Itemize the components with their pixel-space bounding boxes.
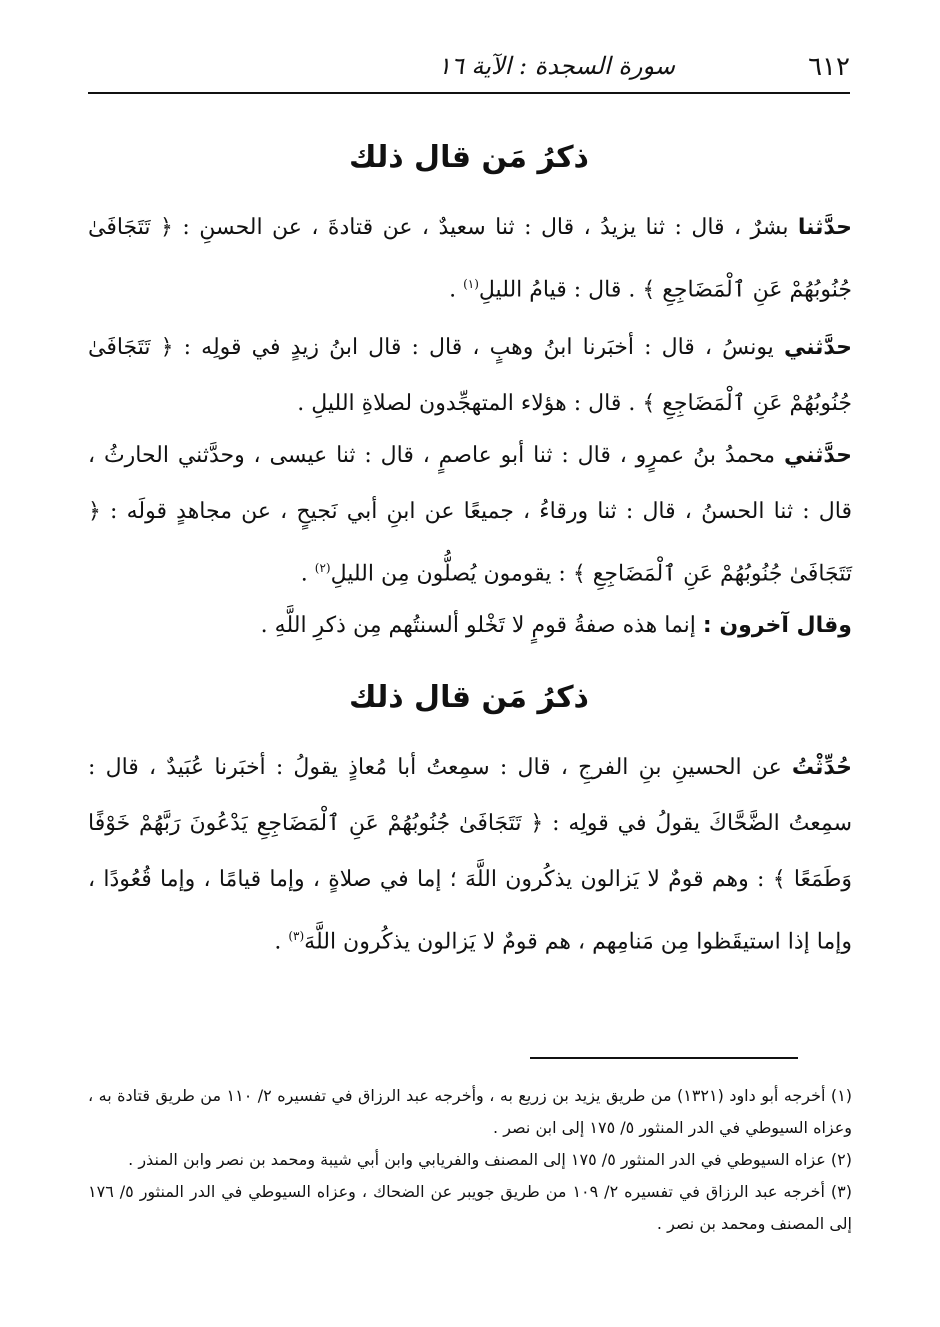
narration-text: محمدُ بنُ عمرٍو ، قال : ثنا أبو عاصمٍ ، قال : ثنا عيسى ، وحدَّثني الحارثُ ، قال : ثنا الحسنُ ، قال : ثنا ورقاءُ ، جميعًا عن ابنِ أبي نَجيحٍ ، عن مجاهدٍ قولَه : ﴿ تَتَجَافَىٰ جُنُوبُهُمْ عَنِ ٱلْمَضَاجِعِ ﴾ : يقومون يُصلُّون مِن الليلِ — [88, 443, 852, 587]
narration-text: إنما هذه صفةُ قومٍ لا تَخْلو ألسنتُهم مِن ذكرِ اللَّهِ . — [260, 613, 696, 638]
narration-text: يونسُ ، قال : أخبَرنا ابنُ وهبٍ ، قال : قال ابنُ زيدٍ في قولِه : ﴿ تَتَجَافَىٰ جُنُوبُهُمْ عَنِ ٱلْمَضَاجِعِ ﴾ . قال : هؤلاء المتهجِّدون لصلاةِ الليلِ . — [88, 335, 852, 416]
narration-lead: حُدِّثْتُ — [791, 755, 852, 780]
page-header — [88, 44, 850, 88]
hadith-paragraph — [88, 598, 852, 654]
narration-lead: حدَّثنا — [797, 215, 852, 240]
footnote-marker: (٣) — [288, 929, 305, 943]
page-number: ٦١٢ — [808, 52, 850, 82]
narration-tail: . — [274, 929, 282, 955]
narration-lead: وقال آخرون : — [702, 613, 852, 638]
header-divider — [88, 92, 850, 94]
footnote-3: (٣) أخرجه عبد الرزاق في تفسيره ٢/ ١٠٩ من طريق جويبر عن الضحاك ، وعزاه السيوطي في الدر المنثور ٥/ ١٧٦ إلى المصنف ومحمد بن نصر . — [88, 1182, 852, 1233]
running-title: سورة السجدة : الآية ١٦ — [438, 52, 676, 80]
hadith-paragraph — [88, 200, 852, 318]
footnote-marker: (٢) — [314, 561, 331, 575]
narration-text: عن الحسينِ بنِ الفرجِ ، قال : سمِعتُ أبا مُعاذٍ يقولُ : أخبَرنا عُبَيدٌ ، قال : سمِعتُ الضَّحَّاكَ يقولُ في قولِه : ﴿ تَتَجَافَىٰ جُنُوبُهُمْ عَنِ ٱلْمَضَاجِعِ يَدْعُونَ رَبَّهُمْ خَوْفًا وَطَمَعًا ﴾ : وهم قومٌ لا يَزالون يذكُرون اللَّهَ ؛ إما في صلاةٍ ، وإما قيامًا ، وإما قُعُودًا ، وإما إذا استيقَظوا مِن مَنامِهم ، هم قومٌ لا يَزالون يذكُرون اللَّهَ — [88, 755, 852, 955]
narration-tail: . — [300, 561, 308, 587]
footnote-divider — [530, 1057, 798, 1059]
section-heading: ذكرُ مَن قال ذلك — [349, 680, 589, 715]
section-heading: ذكرُ مَن قال ذلك — [349, 140, 589, 175]
footnote-1: (١) أخرجه أبو داود (١٣٢١) من طريق يزيد بن زريع به ، وأخرجه عبد الرزاق في تفسيره ٢/ ١١٠ من طريق قتادة به ، وعزاه السيوطي في الدر المنثور ٥/ ١٧٥ إلى ابن نصر . — [88, 1086, 853, 1137]
footnotes — [88, 1080, 852, 1240]
hadith-paragraph — [88, 428, 852, 602]
hadith-paragraph — [88, 740, 852, 970]
narration-lead: حدَّثني — [783, 335, 852, 360]
narration-text: بشرٌ ، قال : ثنا يزيدُ ، قال : ثنا سعيدٌ ، عن قتادةَ ، عن الحسنِ : ﴿ تَتَجَافَىٰ جُنُوبُهُمْ عَنِ ٱلْمَضَاجِعِ ﴾ . قال : قيامُ الليلِ — [88, 215, 852, 303]
narration-lead: حدَّثني — [783, 443, 852, 468]
footnote-marker: (١) — [463, 277, 479, 291]
footnote-2: (٢) عزاه السيوطي في الدر المنثور ٥/ ١٧٥ إلى المصنف والفريابي وابن أبي شيبة ومحمد بن نصر وابن المنذر . — [128, 1150, 852, 1169]
hadith-paragraph — [88, 320, 852, 432]
narration-tail: . — [449, 277, 457, 303]
